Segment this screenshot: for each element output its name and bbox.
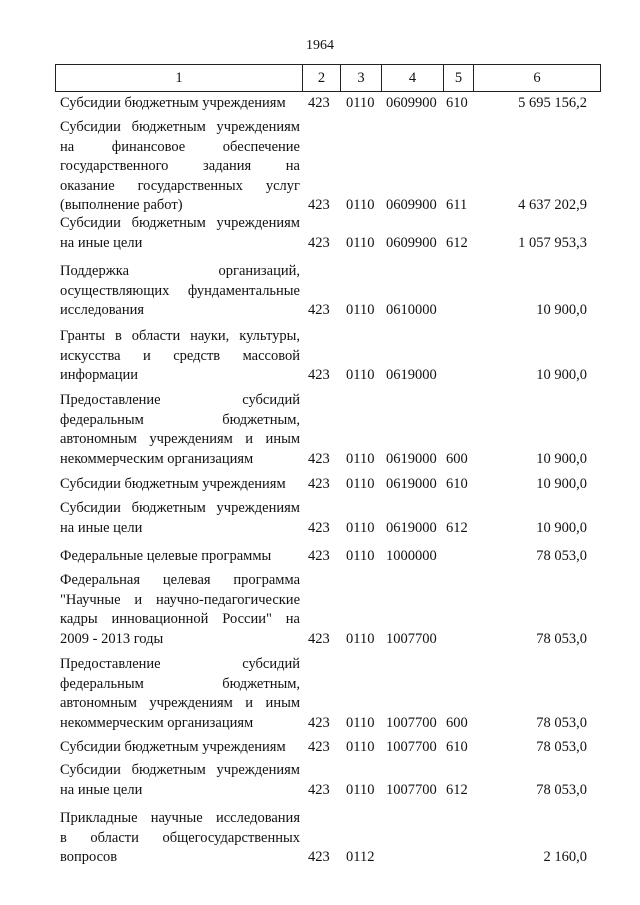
row-description bbox=[60, 118, 300, 216]
expense-type-code: 612 bbox=[446, 234, 468, 251]
expense-type-code: 610 bbox=[446, 476, 468, 492]
row-description bbox=[60, 475, 300, 495]
amount-value: 5 695 156,2 bbox=[518, 95, 587, 111]
ministry-code: 423 bbox=[308, 519, 330, 536]
ministry-code: 423 bbox=[308, 849, 330, 865]
section-code: 0110 bbox=[346, 197, 375, 213]
target-article-code: 1007700 bbox=[386, 781, 437, 798]
target-article-code: 0619000 bbox=[386, 450, 437, 467]
column-header-5: 5 bbox=[444, 65, 474, 92]
section-code: 0110 bbox=[346, 234, 375, 251]
description-line: исследования bbox=[60, 302, 145, 318]
ministry-code: 423 bbox=[308, 630, 330, 647]
ministry-code: 423 bbox=[308, 234, 330, 251]
target-article-code: 0609900 bbox=[386, 197, 437, 213]
row-description bbox=[60, 499, 300, 538]
description-line: (выполнение работ) bbox=[60, 197, 183, 213]
page-number: 1964 bbox=[306, 38, 334, 53]
table-row bbox=[0, 391, 640, 469]
description-line: Поддержка организаций, bbox=[60, 263, 300, 279]
ministry-code: 423 bbox=[308, 781, 330, 798]
expense-type-code: 600 bbox=[446, 714, 468, 731]
row-description bbox=[60, 391, 300, 469]
amount-value: 10 900,0 bbox=[536, 450, 587, 467]
table-row bbox=[0, 262, 640, 321]
description-line: на финансовое обеспечение bbox=[60, 138, 300, 155]
description-line: государственного задания на bbox=[60, 158, 300, 174]
expense-type-code: 600 bbox=[446, 450, 468, 467]
amount-value: 78 053,0 bbox=[536, 630, 587, 647]
section-code: 0110 bbox=[346, 714, 375, 731]
ministry-code: 423 bbox=[308, 739, 330, 755]
table-row bbox=[0, 499, 640, 538]
column-header-3: 3 bbox=[341, 65, 382, 92]
table-row bbox=[0, 118, 640, 216]
description-line: Предоставление субсидий bbox=[60, 392, 300, 408]
description-line: Гранты в области науки, культуры, bbox=[60, 328, 300, 344]
row-description bbox=[60, 571, 300, 649]
description-line: Субсидии бюджетным учреждениям bbox=[60, 739, 286, 755]
column-header-2: 2 bbox=[303, 65, 341, 92]
section-code: 0110 bbox=[346, 630, 375, 647]
expense-type-code: 612 bbox=[446, 519, 468, 536]
target-article-code: 0609900 bbox=[386, 95, 437, 111]
column-header-6: 6 bbox=[474, 65, 601, 92]
target-article-code: 0619000 bbox=[386, 519, 437, 536]
ministry-code: 423 bbox=[308, 197, 330, 213]
description-line: автономным учреждениям и иным bbox=[60, 695, 300, 711]
description-line: Федеральные целевые программы bbox=[60, 548, 272, 564]
description-line: оказание государственных услуг bbox=[60, 177, 300, 194]
column-header-4: 4 bbox=[382, 65, 444, 92]
amount-value: 10 900,0 bbox=[536, 519, 587, 536]
description-line: осуществляющих фундаментальные bbox=[60, 282, 300, 299]
description-line: на иные цели bbox=[60, 519, 143, 536]
amount-value: 2 160,0 bbox=[543, 849, 587, 865]
table-row bbox=[0, 327, 640, 386]
table-row bbox=[0, 475, 640, 495]
description-line: Субсидии бюджетным учреждениям bbox=[60, 119, 300, 135]
expense-type-code: 611 bbox=[446, 197, 468, 213]
table-row bbox=[0, 214, 640, 253]
expense-type-code: 610 bbox=[446, 95, 468, 111]
description-line: Субсидии бюджетным учреждениям bbox=[60, 215, 300, 231]
section-code: 0112 bbox=[346, 849, 375, 865]
amount-value: 78 053,0 bbox=[536, 714, 587, 731]
ministry-code: 423 bbox=[308, 548, 330, 564]
table-row bbox=[0, 94, 640, 114]
row-description bbox=[60, 738, 300, 758]
amount-value: 10 900,0 bbox=[536, 302, 587, 318]
amount-value: 1 057 953,3 bbox=[518, 234, 587, 251]
section-code: 0110 bbox=[346, 302, 375, 318]
description-line: кадры инновационной России" на bbox=[60, 611, 300, 627]
description-line: информации bbox=[60, 367, 138, 383]
row-description bbox=[60, 761, 300, 800]
description-line: Прикладные научные исследования bbox=[60, 810, 300, 826]
description-line: федеральным бюджетным, bbox=[60, 411, 300, 428]
description-line: Федеральная целевая программа bbox=[60, 572, 300, 588]
target-article-code: 1007700 bbox=[386, 630, 437, 647]
section-code: 0110 bbox=[346, 781, 375, 798]
row-description bbox=[60, 262, 300, 321]
target-article-code: 0609900 bbox=[386, 234, 437, 251]
ministry-code: 423 bbox=[308, 476, 330, 492]
expense-type-code: 610 bbox=[446, 739, 468, 755]
expense-type-code: 612 bbox=[446, 781, 468, 798]
row-description bbox=[60, 809, 300, 868]
table-row bbox=[0, 761, 640, 800]
table-row bbox=[0, 655, 640, 733]
description-line: Субсидии бюджетным учреждениям bbox=[60, 476, 286, 492]
target-article-code: 0619000 bbox=[386, 367, 437, 383]
target-article-code: 1007700 bbox=[386, 739, 437, 755]
description-line: Предоставление субсидий bbox=[60, 656, 300, 672]
description-line: Субсидии бюджетным учреждениям bbox=[60, 762, 300, 778]
amount-value: 78 053,0 bbox=[536, 739, 587, 755]
table-row bbox=[0, 809, 640, 868]
description-line: на иные цели bbox=[60, 234, 143, 251]
target-article-code: 0619000 bbox=[386, 476, 437, 492]
section-code: 0110 bbox=[346, 476, 375, 492]
description-line: "Научные и научно-педагогические bbox=[60, 591, 300, 608]
ministry-code: 423 bbox=[308, 302, 330, 318]
description-line: некоммерческим организациям bbox=[60, 714, 254, 731]
ministry-code: 423 bbox=[308, 367, 330, 383]
description-line: в области общегосударственных bbox=[60, 829, 300, 846]
description-line: на иные цели bbox=[60, 781, 143, 798]
ministry-code: 423 bbox=[308, 714, 330, 731]
section-code: 0110 bbox=[346, 739, 375, 755]
section-code: 0110 bbox=[346, 367, 375, 383]
amount-value: 10 900,0 bbox=[536, 476, 587, 492]
row-description bbox=[60, 655, 300, 733]
description-line: 2009 - 2013 годы bbox=[60, 630, 164, 647]
description-line: искусства и средств массовой bbox=[60, 347, 300, 364]
description-line: автономным учреждениям и иным bbox=[60, 431, 300, 447]
amount-value: 78 053,0 bbox=[536, 548, 587, 564]
ministry-code: 423 bbox=[308, 450, 330, 467]
target-article-code: 0610000 bbox=[386, 302, 437, 318]
section-code: 0110 bbox=[346, 519, 375, 536]
description-line: Субсидии бюджетным учреждениям bbox=[60, 500, 300, 516]
row-description bbox=[60, 214, 300, 253]
ministry-code: 423 bbox=[308, 95, 330, 111]
description-line: вопросов bbox=[60, 849, 118, 865]
row-description bbox=[60, 547, 300, 567]
row-description bbox=[60, 94, 300, 114]
table-row bbox=[0, 547, 640, 567]
column-header-1: 1 bbox=[56, 65, 303, 92]
description-line: Субсидии бюджетным учреждениям bbox=[60, 95, 286, 111]
table-row bbox=[0, 738, 640, 758]
amount-value: 4 637 202,9 bbox=[518, 197, 587, 213]
target-article-code: 1000000 bbox=[386, 548, 437, 564]
section-code: 0110 bbox=[346, 548, 375, 564]
column-header-row bbox=[55, 64, 601, 92]
description-line: некоммерческим организациям bbox=[60, 450, 254, 467]
amount-value: 10 900,0 bbox=[536, 367, 587, 383]
section-code: 0110 bbox=[346, 450, 375, 467]
description-line: федеральным бюджетным, bbox=[60, 675, 300, 692]
section-code: 0110 bbox=[346, 95, 375, 111]
row-description bbox=[60, 327, 300, 386]
amount-value: 78 053,0 bbox=[536, 781, 587, 798]
target-article-code: 1007700 bbox=[386, 714, 437, 731]
table-row bbox=[0, 571, 640, 649]
